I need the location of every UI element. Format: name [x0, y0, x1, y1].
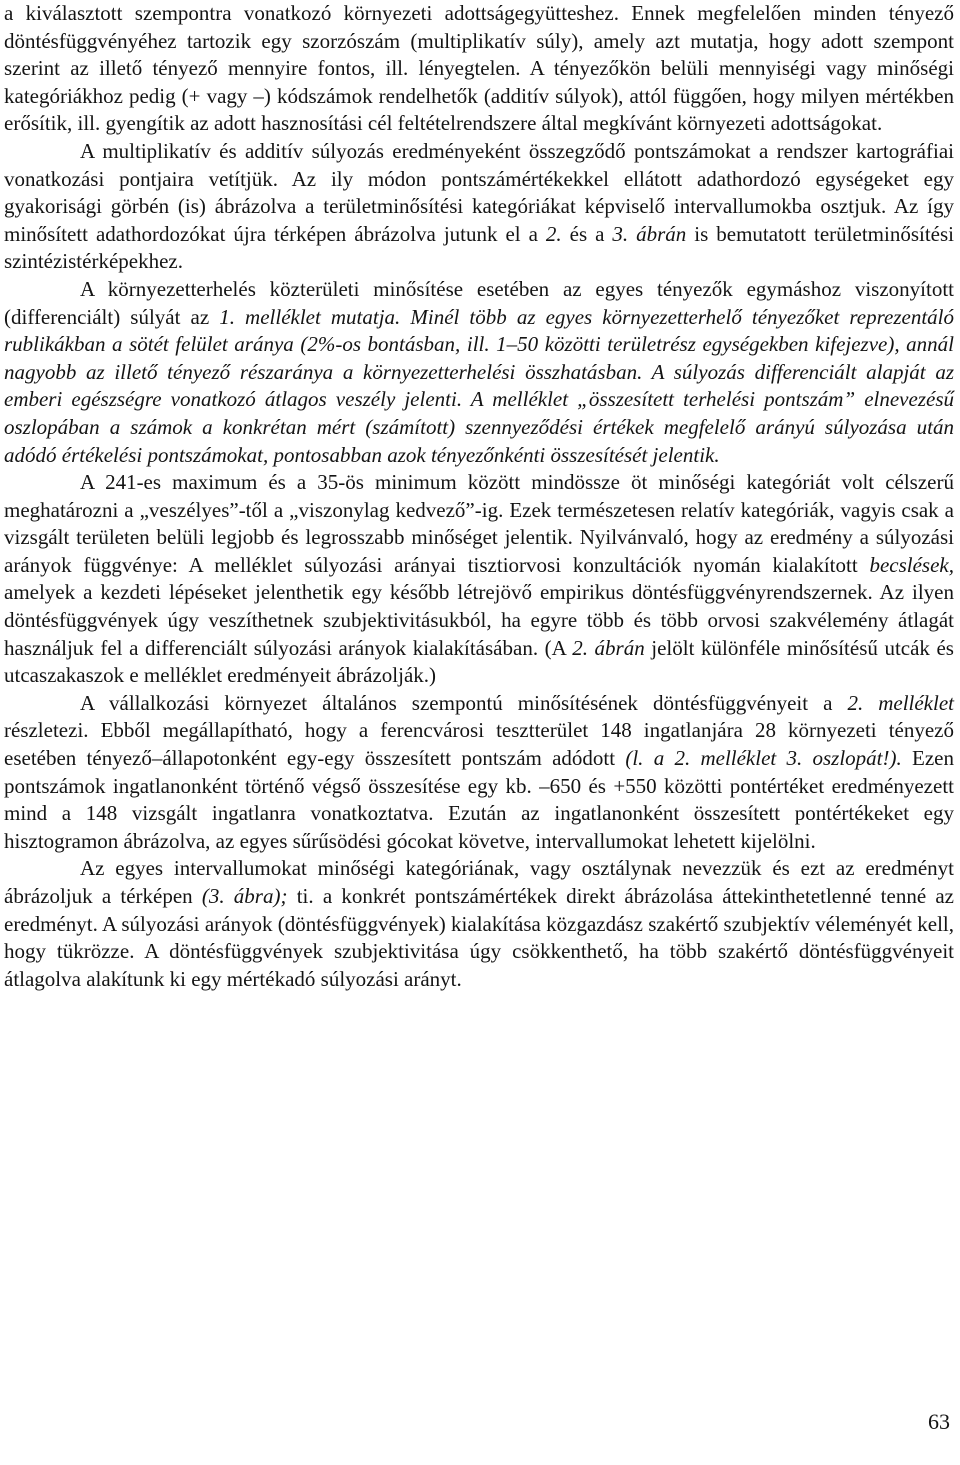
paragraph-2-run-1: A multiplikatív és additív súlyozás eredményeként összegződő pontszámokat a rendszer kartográfiai vonatkozási pontjaira vetítjük. Az ily módon pontszámértékekkel ellátott adathordozó egységeket egy gyakorisági görbén (is) ábrázolva a területminősítési kategóriákat képviselő intervallumokba osztjuk. Az így minősített adathordozókat újra térképen ábrázolva jutunk el a [4, 138, 954, 246]
paragraph-5-run-2: 2. melléklet [847, 690, 954, 715]
paragraph-4-run-1: A 241-es maximum és a 35-ös minimum között mindössze öt minőségi kategóriát volt célszerű meghatározni a „veszélyes”-től a „viszonylag kedvező”-ig. Ezek természetesen relatív kategóriák, vagyis csak a vizsgált területen belüli legjobb és legrosszabb minőséget jelentik. Nyilvánvaló, hogy az eredmény a súlyozási arányok függvénye: A melléklet súlyozási arányai tisztiorvosi konzultációk nyomán kialakított [4, 470, 954, 577]
paragraph-5-run-4: (l. a 2. melléklet 3. oszlopát!). [625, 746, 902, 771]
paragraph-2 [4, 138, 954, 276]
paragraph-6-run-1: Az egyes intervallumokat minőségi kategóriának, vagy osztálynak nevezzük és ezt az eredményt ábrázoljuk a térképen [4, 856, 954, 908]
paragraph-3-run-2: 1. melléklet mutatja. Minél több az egyes környezetterhelő tényezőket reprezentáló rublikákban a sötét felület aránya (2%-os bontásban, ill. 1–50 közötti területrész egységekben kifejezve), annál nagyobb az illető tényező részaránya a környezetterhelési összhatásban. A súlyozás differenciált alapját az emberi egészségre vonatkozó átlagos veszély jelenti. A melléklet „összesített terhelési pontszám” elnevezésű oszlopában a számok a konkrétan mért (számított) szennyeződési értékek megfelelő arányú súlyozása után adódó értékelési pontszámokat, pontosabban azok tényezőnkénti összesítését jelentik. [4, 304, 954, 467]
paragraph-2-run-4: 3. ábrán [612, 221, 687, 246]
paragraph-5 [4, 690, 954, 856]
paragraph-1 [4, 0, 954, 138]
paragraph-2-run-3: és a [561, 221, 613, 246]
paragraph-4-run-2: becslések, [869, 552, 954, 577]
paragraph-4-run-5: jelölt különféle minősítésű utcák és utcaszakaszok e melléklet eredményeit ábrázolják.) [4, 635, 954, 688]
body-text [4, 0, 954, 993]
document-page [4, 0, 954, 1465]
paragraph-5-run-3: részletezi. Ebből megállapítható, hogy a ferencvárosi tesztterület 148 ingatlanjára 28 környezeti tényező esetében tényező–állapotonként egy-egy összesített pontszám adódott [4, 718, 954, 771]
paragraph-6-run-2: (3. ábra); [201, 884, 288, 908]
paragraph-6 [4, 855, 954, 993]
paragraph-4-run-4: 2. ábrán [572, 635, 645, 660]
paragraph-6-run-3: ti. a konkrét pontszámértékek direkt ábrázolása áttekinthetetlenné tenné az eredményt. A súlyozási arányok (döntésfüggvények) kialakítása közgazdász szakértő szubjektív véleményét kell, hogy tükrözze. A döntésfüggvények szubjektivitása úgy csökkenthető, ha több szakértő döntésfüggvényeit átlagolva alakítunk ki egy mértékadó súlyozási arányt. [4, 884, 954, 991]
paragraph-3-run-1: A környezetterhelés közterületi minősítése esetében az egyes tényezők egymáshoz viszonyított (differenciált) súlyát az [4, 276, 954, 329]
paragraph-4 [4, 469, 954, 690]
paragraph-4-run-3: amelyek a kezdeti lépéseket jelenthetik egy később létrejövő empirikus döntésfüggvényrendszernek. Az ilyen döntésfüggvények úgy veszíthetnek szubjektivitásukból, ha egyre több és több orvosi szakvélemény átlagát használjuk fel a differenciált súlyozási arányok kialakításában. (A [4, 580, 954, 660]
paragraph-2-run-2: 2. [545, 221, 562, 246]
page-number: 63 [928, 1409, 950, 1434]
paragraph-3 [4, 276, 954, 469]
paragraph-2-run-5: is bemutatott területminősítési szintézistérképekhez. [4, 221, 955, 274]
paragraph-5-run-5: Ezen pontszámok ingatlanonként történő végső összesítése egy kb. –650 és +550 közötti pontértéket eredményezett mind a 148 vizsgált ingatlanra vonatkoztatva. Ezután az ingatlanonként összesített pontértékeket egy hisztogramon ábrázolva, az egyes sűrűsödési gócokat követve, intervallumokat lehetett kijelölni. [4, 746, 954, 853]
paragraph-5-run-1: A vállalkozási környezet általános szempontú minősítésének döntésfüggvényeit a [80, 690, 848, 715]
paragraph-1-run-1: a kiválasztott szempontra vonatkozó környezeti adottságegyütteshez. Ennek megfelelően minden tényező döntésfüggvényéhez tartozik egy szorzószám (multiplikatív súly), amely azt mutatja, hogy adott szempont szerint az illető tényező mennyire fontos, ill. lényegtelen. A tényezőkön belüli mennyiségi vagy minőségi kategóriákhoz pedig (+ vagy –) kódszámok rendelhetők (additív súlyok), attól függően, hogy milyen mértékben erősítik, ill. gyengítik az adott hasznosítási cél feltételrendszere által megkívánt környezeti adottságokat. [4, 1, 954, 136]
